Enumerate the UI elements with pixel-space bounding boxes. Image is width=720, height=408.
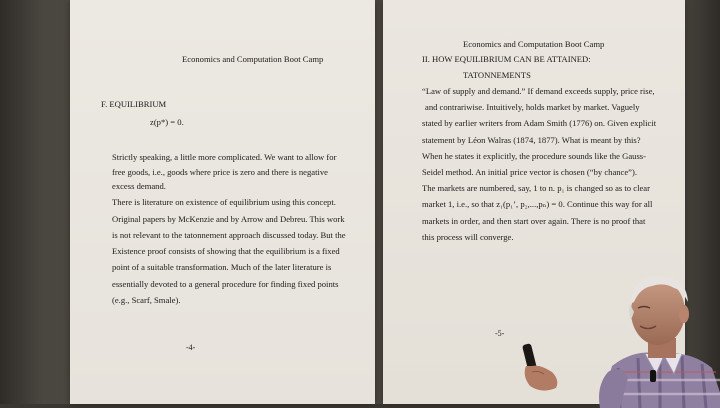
left-line: (e.g., Scarf, Smale). [112,295,181,305]
right-line: this process will converge. [422,232,514,242]
left-line: Original papers by McKenzie and by Arrow and Debreu. This work [112,214,345,224]
left-line: There is literature on existence of equilibrium using this concept. [112,197,336,207]
left-page-number: -4- [186,343,196,352]
right-line: When he states it explicitly, the procedure sounds like the Gauss- [422,151,647,161]
right-line: and contrariwise. Intuitively, holds market by market. Vaguely [425,102,640,112]
left-section-title: F. EQUILIBRIUM [101,99,167,109]
right-line: statement by Léon Walras (1874, 1877). What is meant by this? [422,135,641,145]
right-page-header: Economics and Computation Boot Camp [463,39,605,49]
right-page-number: -5- [495,329,505,338]
right-line: markets in order, and then start over again. There is no proof that [422,216,646,226]
left-page-header: Economics and Computation Boot Camp [182,54,324,64]
left-equation: z(p*) = 0. [150,117,184,127]
right-line: The markets are numbered, say, 1 to n. p₁ is changed so as to clear [422,183,650,193]
right-line: stated by earlier writers from Adam Smith (1776) on. Given explicit [422,118,657,128]
right-line: “Law of supply and demand.” If demand exceeds supply, price rise, [422,86,655,96]
left-line: Existence proof consists of showing that the equilibrium is a fixed [112,246,340,256]
left-line: free goods, i.e., goods where price is zero and there is negative [112,167,328,177]
left-page [70,0,375,404]
hand-with-remote-icon [520,342,560,394]
right-section-title: II. HOW EQUILIBRIUM CAN BE ATTAINED: [422,54,591,64]
right-line: Seidel method. An initial price vector is chosen (“by chance”). [422,167,638,177]
left-line: is not relevant to the tatonnement approach discussed today. But the [112,230,346,240]
left-line: excess demand. [112,181,166,191]
left-line: essentially devoted to a general procedure for finding fixed points [112,279,339,289]
left-line: Strictly speaking, a little more complicated. We want to allow for [112,152,337,162]
person-speaking-icon [590,268,720,408]
right-subsection-title: TATONNEMENTS [463,70,531,80]
left-line: point of a suitable transformation. Much of the later literature is [112,262,332,272]
right-line: market 1, i.e., so that z₁(p₁’, p₂,...,pₙ) = 0. Continue this way for all [422,199,653,209]
